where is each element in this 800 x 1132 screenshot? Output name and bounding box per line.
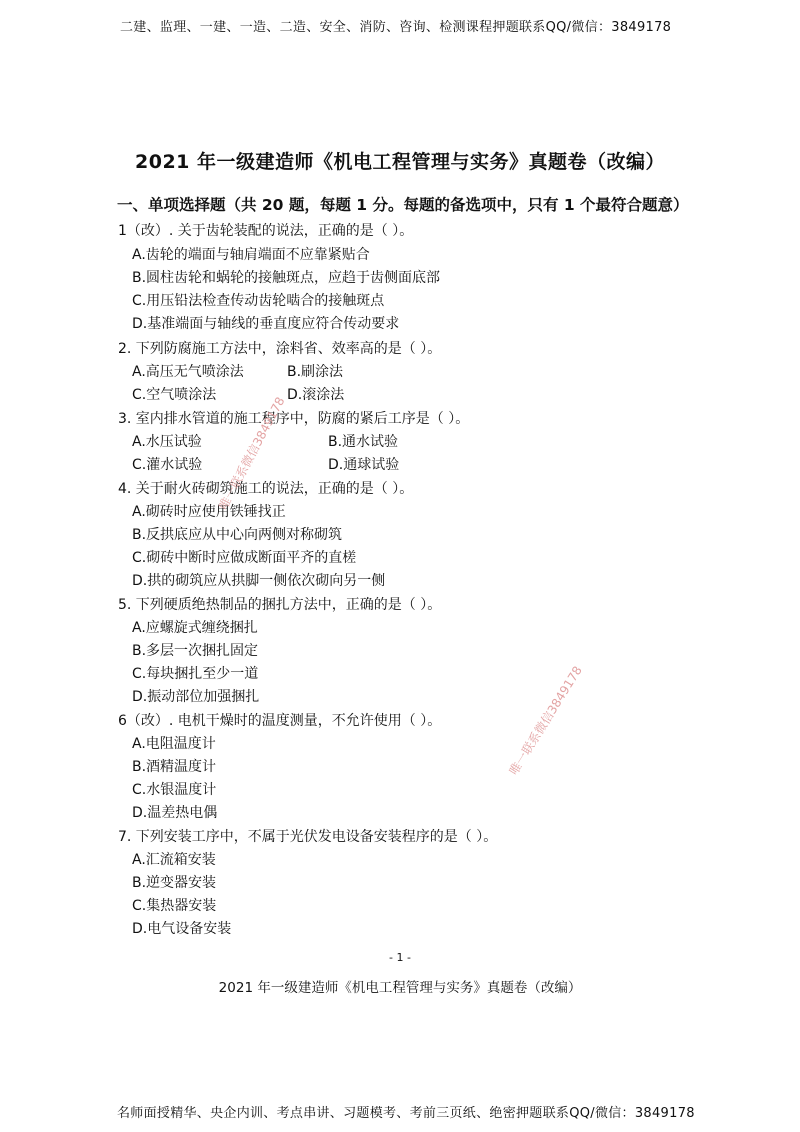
option-c: C.灌水试验 (132, 457, 203, 473)
question-stem: 2. 下列防腐施工方法中，涂料省、效率高的是（ ）。 (118, 341, 442, 357)
option-b: B.酒精温度计 (132, 759, 217, 775)
option-b: B.通水试验 (328, 434, 399, 450)
option-a: A.应螺旋式缠绕捆扎 (132, 620, 258, 636)
option-d: D.振动部位加强捆扎 (132, 689, 260, 705)
option-c: C.砌砖中断时应做成断面平齐的直槎 (132, 550, 357, 566)
option-d: D.电气设备安装 (132, 921, 232, 937)
watermark: 唯一联系微信3849178 (506, 663, 585, 778)
question-stem: 4. 关于耐火砖砌筑施工的说法，正确的是（ ）。 (118, 481, 414, 497)
option-b: B.逆变器安装 (132, 875, 217, 891)
question-stem: 6（改）. 电机干燥时的温度测量，不允许使用（ ）。 (118, 713, 442, 729)
question-stem: 5. 下列硬质绝热制品的捆扎方法中，正确的是（ ）。 (118, 597, 442, 613)
footer-banner: 名师面授精华、央企内训、考点串讲、习题模考、考前三页纸、绝密押题联系QQ/微信：3849178 (117, 1106, 695, 1121)
option-a: A.高压无气喷涂法 (132, 364, 244, 380)
option-b: B.反拱底应从中心向两侧对称砌筑 (132, 527, 343, 543)
question-stem: 3. 室内排水管道的施工程序中，防腐的紧后工序是（ ）。 (118, 411, 470, 427)
option-d: D.温差热电偶 (132, 805, 218, 821)
footer-title: 2021 年一级建造师《机电工程管理与实务》真题卷（改编） (218, 980, 582, 996)
document-title: 2021 年一级建造师《机电工程管理与实务》真题卷（改编） (135, 151, 665, 173)
section-heading: 一、单项选择题（共 20 题，每题 1 分。每题的备选项中，只有 1 个最符合题意） (117, 196, 689, 214)
option-a: A.汇流箱安装 (132, 852, 216, 868)
option-a: A.电阻温度计 (132, 736, 216, 752)
page-number: - 1 - (389, 951, 411, 964)
option-d: D.滚涂法 (287, 387, 345, 403)
option-c: C.集热器安装 (132, 898, 217, 914)
option-c: C.空气喷涂法 (132, 387, 217, 403)
option-b: B.多层一次捆扎固定 (132, 643, 259, 659)
option-b: B.刷涂法 (287, 364, 344, 380)
option-d: D.拱的砌筑应从拱脚一侧依次砌向另一侧 (132, 573, 386, 589)
option-b: B.圆柱齿轮和蜗轮的接触斑点，应趋于齿侧面底部 (132, 270, 441, 286)
option-a: A.齿轮的端面与轴肩端面不应靠紧贴合 (132, 247, 370, 263)
option-c: C.每块捆扎至少一道 (132, 666, 259, 682)
question-stem: 1（改）. 关于齿轮装配的说法，正确的是（ ）。 (118, 223, 414, 239)
question-stem: 7. 下列安装工序中，不属于光伏发电设备安装程序的是（ ）。 (118, 829, 498, 845)
watermark: 唯一联系微信3849178 (216, 394, 288, 513)
option-d: D.基准端面与轴线的垂直度应符合传动要求 (132, 316, 400, 332)
header-banner: 二建、监理、一建、一造、二造、安全、消防、咨询、检测课程押题联系QQ/微信：3849178 (120, 20, 672, 35)
option-c: C.水银温度计 (132, 782, 217, 798)
option-a: A.砌砖时应使用铁锤找正 (132, 504, 286, 520)
option-d: D.通球试验 (328, 457, 400, 473)
option-c: C.用压铅法检查传动齿轮啮合的接触斑点 (132, 293, 385, 309)
option-a: A.水压试验 (132, 434, 202, 450)
